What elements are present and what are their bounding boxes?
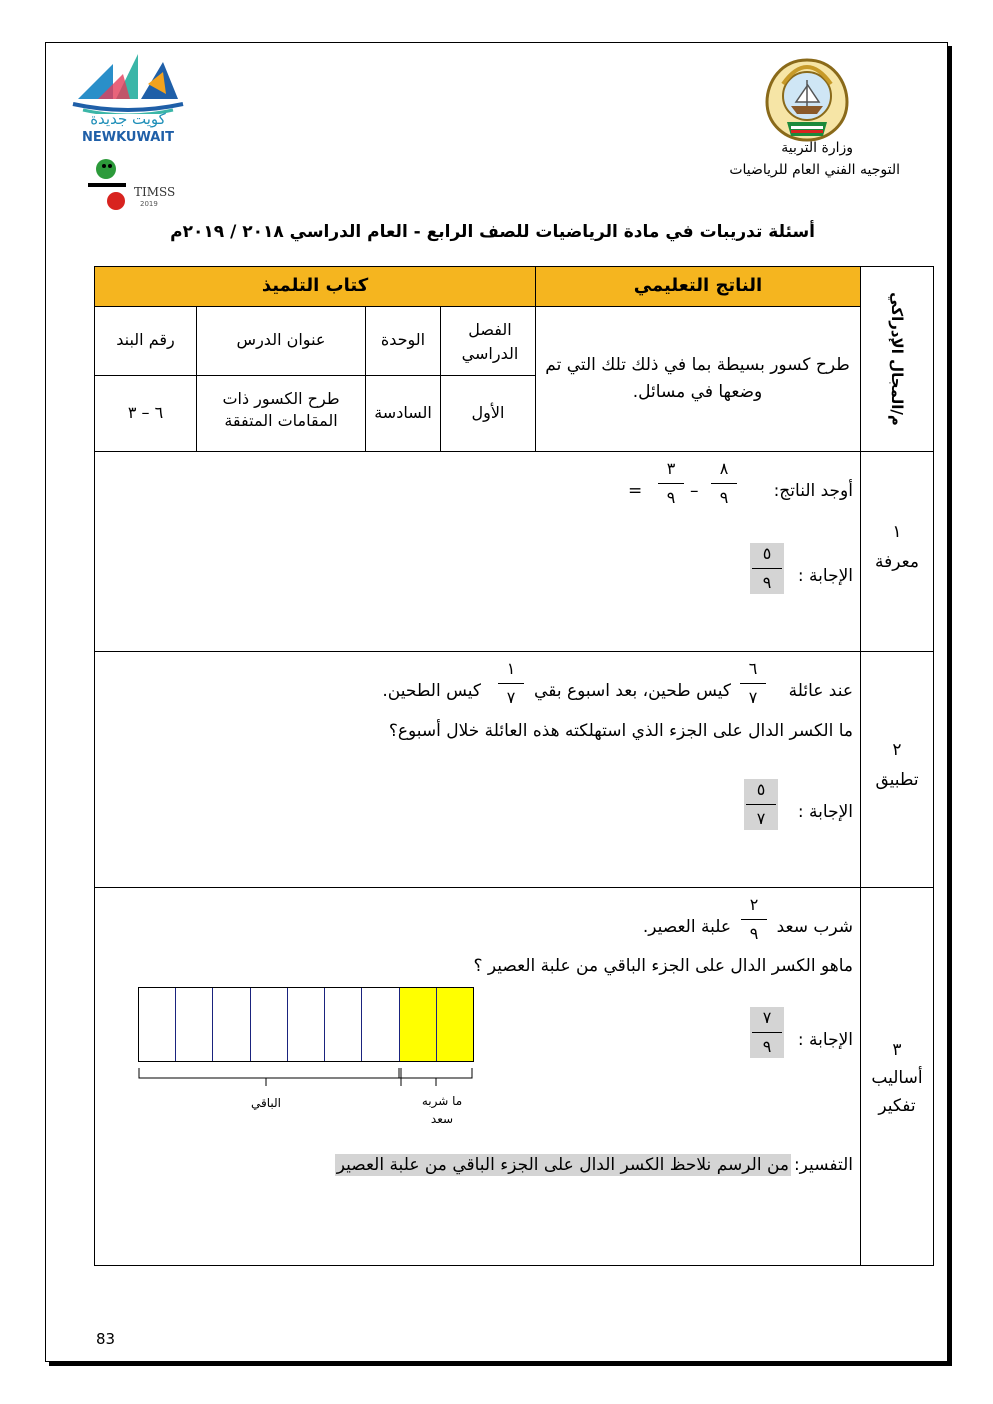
- diagram-cell-remaining: [139, 988, 176, 1061]
- newkuwait-logo: [68, 44, 188, 154]
- diagram-cell-remaining: [325, 988, 362, 1061]
- diagram-cell-remaining: [251, 988, 288, 1061]
- q3-explain-label: التفسير:: [793, 1155, 853, 1175]
- lesson-value: طرح الكسور ذات المقامات المتفقة: [222, 389, 340, 430]
- q3-fraction-1: ٢ ٩: [739, 894, 769, 945]
- q1-fraction-2: ٣ ٩: [656, 458, 686, 509]
- q3-explain-text: من الرسم نلاحظ الكسر الدال على الجزء الباقي من علبة العصير: [336, 1155, 789, 1175]
- header-domain: م/المجال الإدراكي: [888, 292, 906, 426]
- q2-fraction-1: ٦ ٧: [738, 658, 768, 709]
- q3-line1-b: علبة العصير.: [642, 917, 731, 937]
- label-drank: ما شربه سعد: [421, 1094, 463, 1126]
- q1-fraction-1: ٨ ٩: [709, 458, 739, 509]
- q1-minus: –: [690, 481, 699, 501]
- q2-answer-fraction: ٥ ٧: [744, 779, 778, 830]
- q3-number: ٣: [892, 1040, 902, 1060]
- department-name: التوجيه الفني العام للرياضيات: [729, 162, 900, 178]
- newkuwait-english-text: NEWKUWAIT: [81, 130, 175, 145]
- term-value: الأول: [471, 403, 505, 422]
- q2-answer-label: الإجابة :: [797, 802, 853, 822]
- q1-answer-label: الإجابة :: [797, 566, 853, 586]
- q3-answer-fraction: ٧ ٩: [750, 1007, 784, 1058]
- timss-year: 2019: [140, 200, 158, 208]
- col-term: الفصل الدراسي: [461, 320, 519, 363]
- page-number: 83: [96, 1330, 116, 1348]
- q2-line1-a: عند عائلة: [788, 681, 853, 701]
- col-unit: الوحدة: [380, 330, 426, 349]
- diagram-cell-drank: [400, 988, 437, 1061]
- q1-answer-fraction: ٥ ٩: [750, 543, 784, 594]
- timss-figure-icon: [82, 155, 132, 213]
- diagram-brackets: [136, 1066, 476, 1086]
- q2-line1-c: كيس الطحين.: [382, 681, 481, 701]
- item-value: ٦ – ٣: [127, 403, 164, 422]
- header-outcome: الناتج التعليمي: [633, 275, 763, 296]
- q3-domain-1: أساليب: [871, 1068, 923, 1088]
- diagram-cell-remaining: [213, 988, 250, 1061]
- q2-fraction-2: ١ ٧: [496, 658, 526, 709]
- ministry-name: وزارة التربية: [781, 140, 853, 156]
- q1-equals: =: [628, 481, 643, 501]
- q2-number: ٢: [892, 740, 902, 760]
- newkuwait-arabic-text: كويت جديدة: [90, 110, 166, 128]
- col-item: رقم البند: [116, 330, 175, 349]
- outcome-text: طرح كسور بسيطة بما في ذلك تلك التي تم وضعها في مسائل.: [545, 355, 850, 402]
- juice-diagram: [138, 987, 474, 1063]
- diagram-cells: [138, 987, 474, 1062]
- diagram-cell-remaining: [362, 988, 399, 1061]
- unit-value: السادسة: [374, 403, 432, 422]
- q3-domain-2: تفكير: [878, 1096, 916, 1116]
- q3-line2: ماهو الكسر الدال على الجزء الباقي من علبة العصير ؟: [473, 956, 853, 976]
- sail-icon: [68, 44, 188, 114]
- q2-line1-b: كيس طحين، بعد اسبوع بقي: [534, 681, 731, 701]
- q1-prompt: أوجد الناتج:: [773, 481, 853, 501]
- emblem-icon: [763, 56, 851, 144]
- q2-line2: ما الكسر الدال على الجزء الذي استهلكته هذه العائلة خلال أسبوع؟: [388, 721, 853, 741]
- q1-domain: معرفة: [875, 552, 919, 572]
- diagram-cell-remaining: [288, 988, 325, 1061]
- header-book: كتاب التلميذ: [261, 275, 369, 296]
- page-title: أسئلة تدريبات في مادة الرياضيات للصف الرابع - العام الدراسي ٢٠١٨ / ٢٠١٩م: [170, 222, 815, 242]
- label-remaining: الباقي: [250, 1096, 281, 1110]
- timss-text: TIMSS: [134, 185, 176, 199]
- diagram-cell-drank: [437, 988, 473, 1061]
- diagram-cell-remaining: [176, 988, 213, 1061]
- q3-answer-label: الإجابة :: [797, 1030, 853, 1050]
- kuwait-emblem: [763, 56, 851, 144]
- q2-domain: تطبيق: [875, 770, 919, 790]
- q3-line1-a: شرب سعد: [776, 917, 853, 937]
- timss-logo: [82, 155, 192, 215]
- q1-number: ١: [892, 522, 902, 542]
- col-lesson: عنوان الدرس: [236, 330, 326, 349]
